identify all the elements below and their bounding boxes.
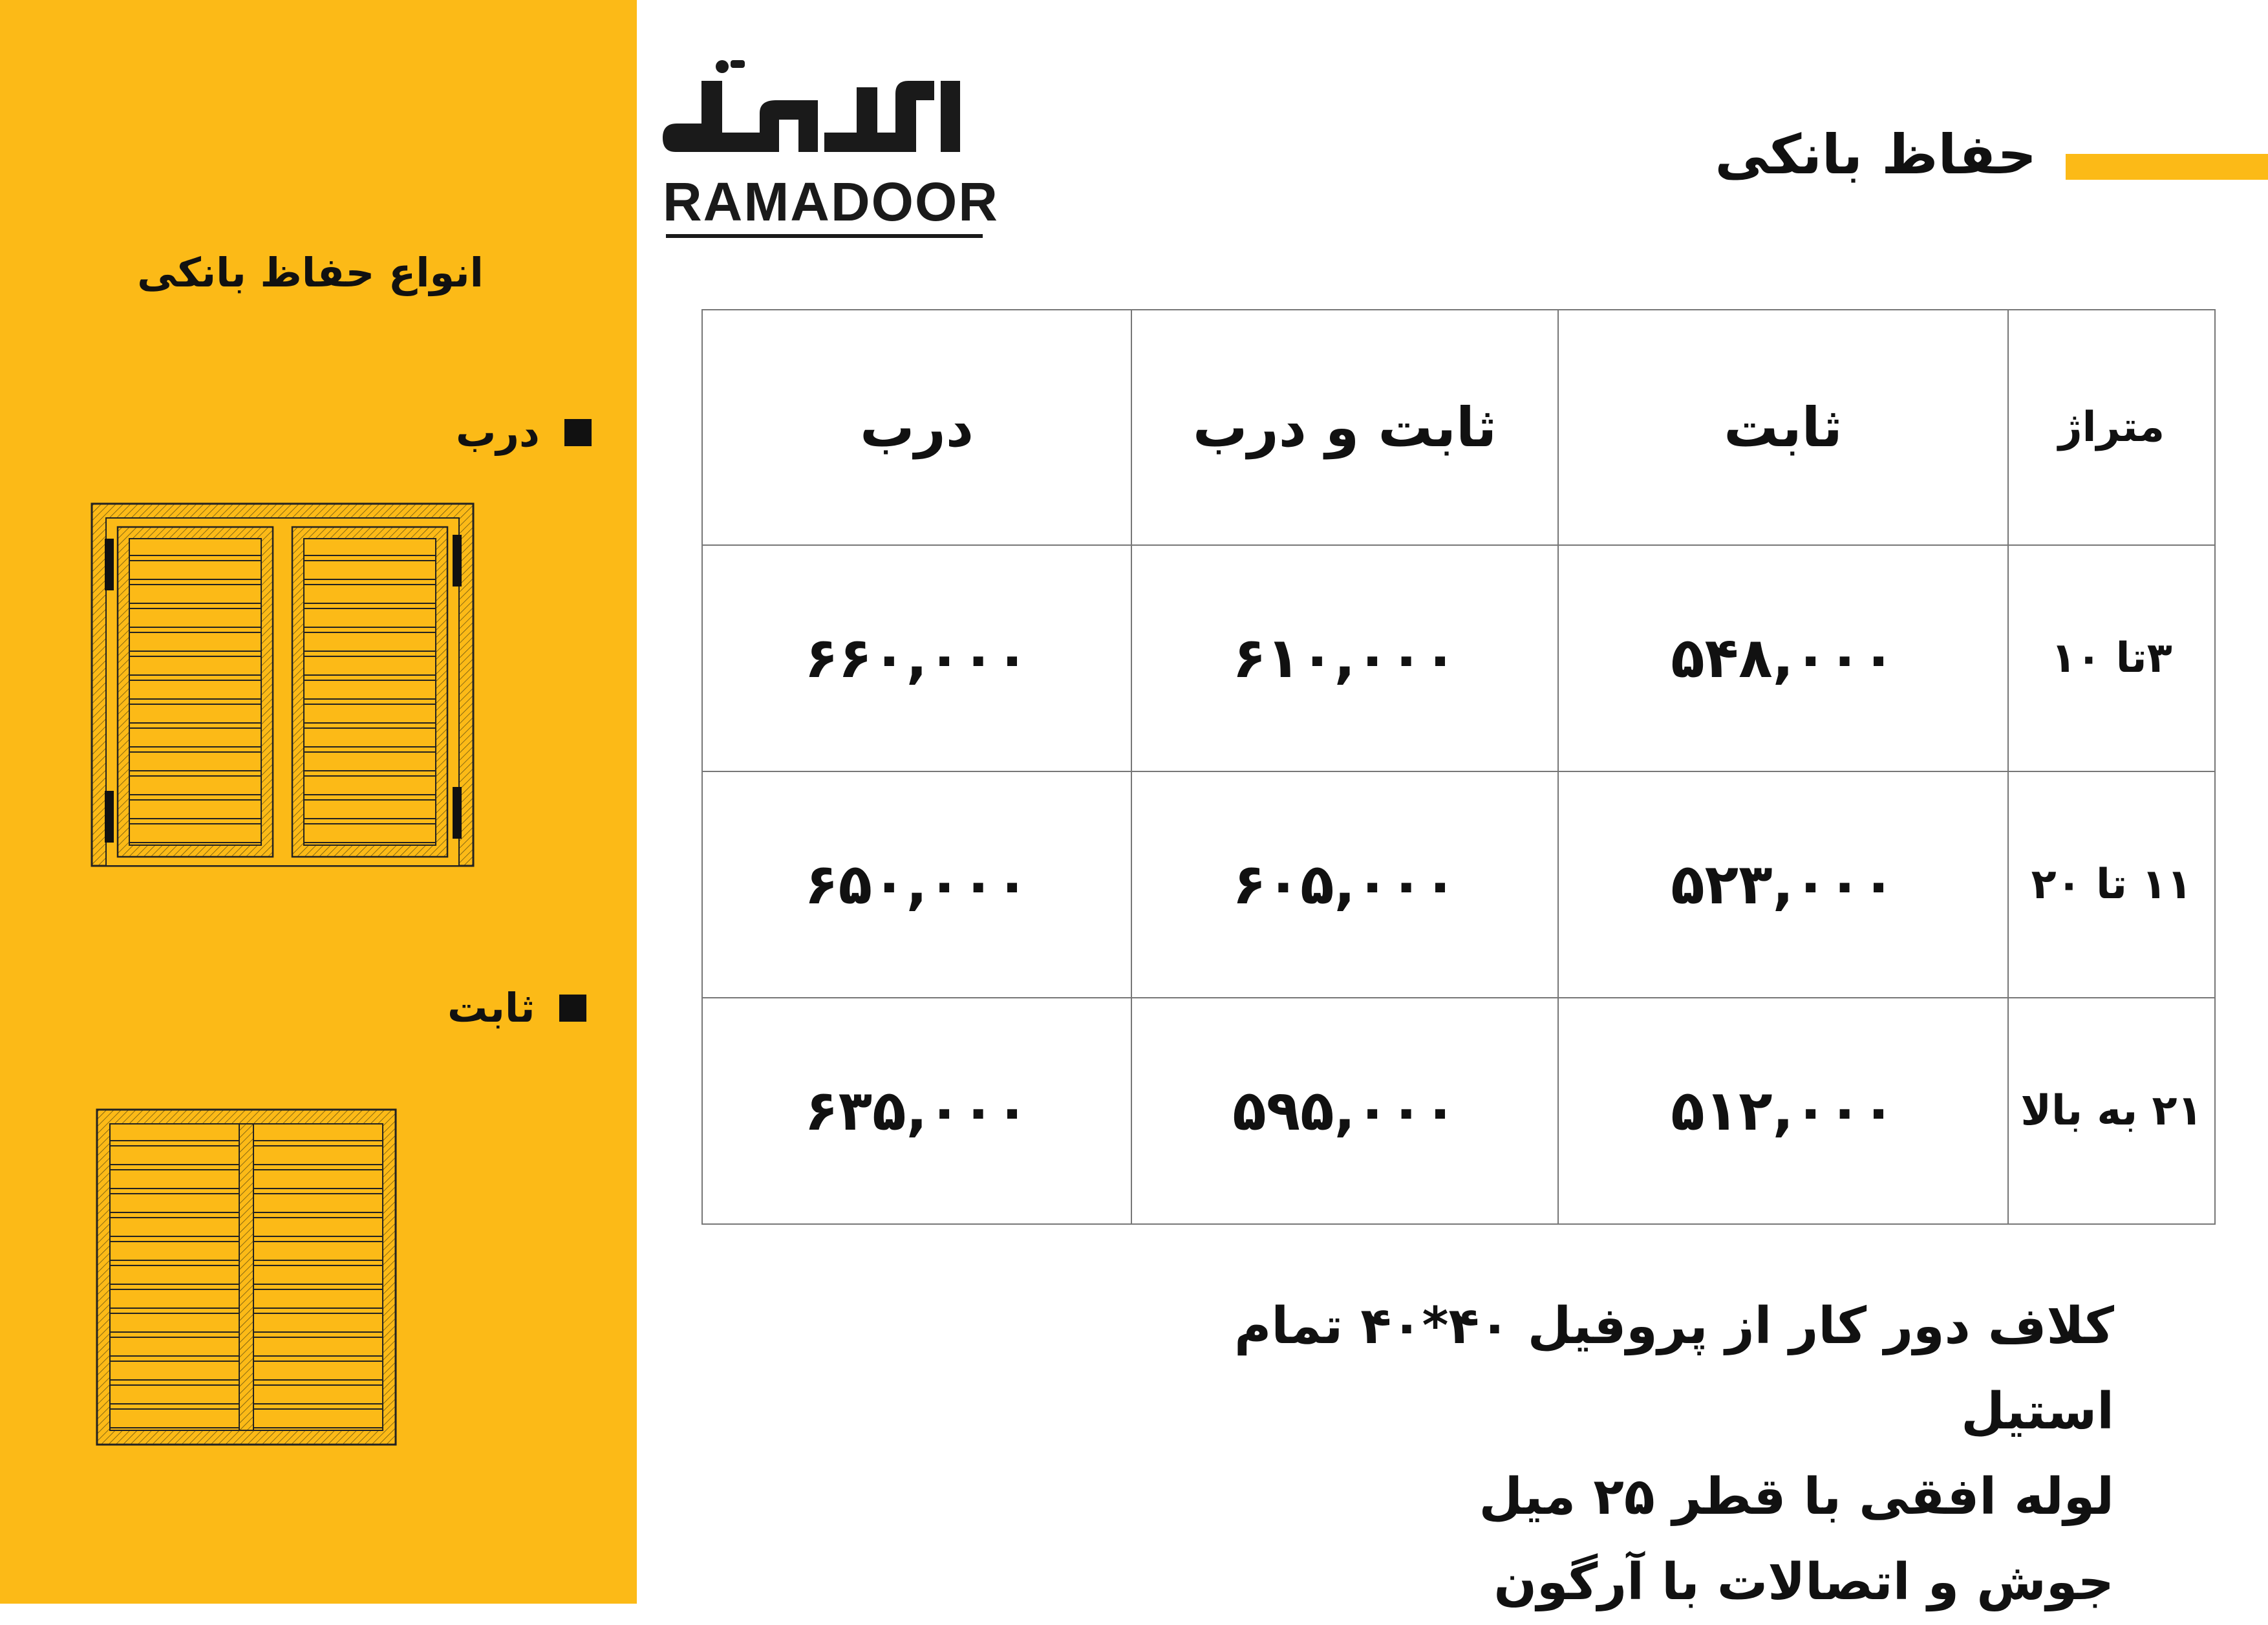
sidebar-item-door: [456, 409, 592, 456]
table-cell: ۵۴۸,۰۰۰: [1558, 545, 2008, 771]
table-cell: ۵۲۳,۰۰۰: [1558, 771, 2008, 998]
double-door-drawing: [89, 501, 477, 870]
sidebar-title: انواع حفاظ بانکی: [137, 249, 484, 296]
table-cell: ۶۵۰,۰۰۰: [702, 771, 1131, 998]
table-header-cell: درب: [702, 310, 1131, 545]
table-row: [702, 545, 2215, 771]
bullet-square-icon: [564, 419, 592, 446]
sidebar-item-label: ثابت: [447, 984, 535, 1031]
sidebar-item-label: درب: [456, 409, 540, 456]
table-header-cell: ثابت و درب: [1131, 310, 1558, 545]
table-cell: ۱۱ تا ۲۰: [2008, 771, 2215, 998]
logo-mark-icon: [663, 55, 986, 165]
table-cell: ۵۹۵,۰۰۰: [1131, 998, 1558, 1224]
price-table: [701, 309, 2216, 1225]
table-cell: ۶۶۰,۰۰۰: [702, 545, 1131, 771]
table-row: [702, 998, 2215, 1224]
sidebar-item-fixed: [447, 984, 586, 1031]
sidebar-panel: [0, 0, 637, 1604]
table-cell: ۶۱۰,۰۰۰: [1131, 545, 1558, 771]
title-accent-bar: [2066, 154, 2268, 180]
spec-notes: [1067, 1284, 2114, 1625]
fixed-panel-drawing: [94, 1107, 398, 1447]
table-header-cell: ثابت: [1558, 310, 2008, 545]
table-cell: ۵۱۲,۰۰۰: [1558, 998, 2008, 1224]
spec-note: کلاف دور کار از پروفیل ۴۰*۴۰ تمام استیل: [1234, 1297, 2114, 1441]
table-cell: ۳تا ۱۰: [2008, 545, 2215, 771]
spec-note: جوش و اتصالات با آرگون: [1493, 1553, 2114, 1611]
page-title: حفاظ بانکی: [1715, 123, 2037, 186]
logo-wordmark: RAMADOOR: [663, 171, 999, 232]
table-cell: ۶۳۵,۰۰۰: [702, 998, 1131, 1224]
table-row: [702, 771, 2215, 998]
table-header-row: [702, 310, 2215, 545]
bullet-square-icon: [559, 995, 586, 1022]
table-cell: ۶۰۵,۰۰۰: [1131, 771, 1558, 998]
table-header-cell: متراژ: [2008, 310, 2215, 545]
table-cell: ۲۱ به بالا: [2008, 998, 2215, 1224]
spec-note: لوله افقی با قطر ۲۵ میل: [1479, 1468, 2114, 1526]
ramadoor-logo: [663, 55, 999, 236]
